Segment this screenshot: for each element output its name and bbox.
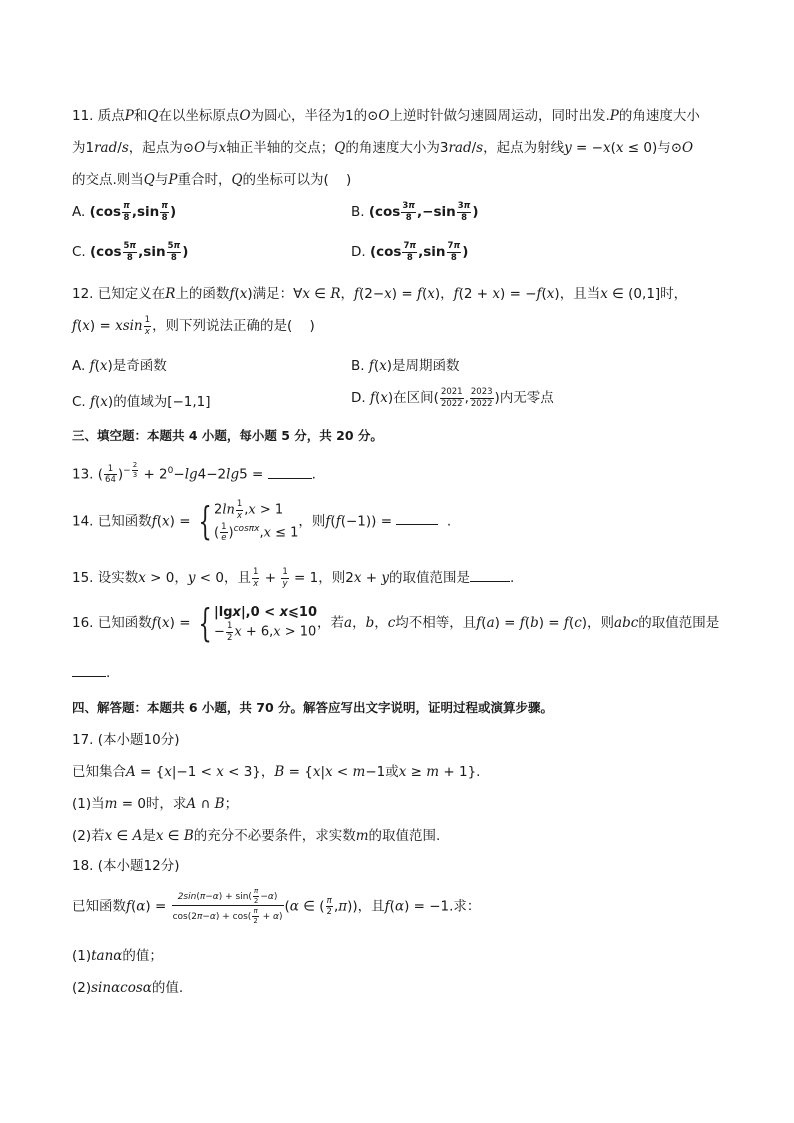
q18-title: 18. (本小题12分) xyxy=(72,858,180,874)
q12-line2: f(x) = xsin $\frac{1}{x}$ ，则下列说法正确的是( ) xyxy=(72,315,315,337)
q13: 13. ( $\frac{1}{64}$ )$^{- \frac{2}{3}}$ + $2^0-\lg 4-2\lg 5$ = . xyxy=(72,461,316,485)
q12-option-a: A. f(x)是奇函数 xyxy=(72,358,167,374)
q12-option-c: C. f(x)的值域为[−1,1] xyxy=(72,394,211,410)
q11-option-a: A. (cos $\frac{\pi}{8}$ ,sin $\frac{\pi}{8}$ ) xyxy=(72,201,177,223)
q11-option-c: C. (cos $\frac{5\pi}{8}$ ,sin $\frac{5\pi}{8}$ ) xyxy=(72,241,189,263)
q18-part1: (1)tanα的值； xyxy=(72,948,163,964)
q12-option-b: B. f(x)是周期函数 xyxy=(351,358,460,374)
q15: 15. 设实数x > 0，y < 0，且 $\frac{1}{x}$ + $\frac{1}{y}$ = 1，则2x + y的取值范围是 . xyxy=(72,567,515,589)
q11-line1: 11. 质点P和Q在以坐标原点O为圆心，半径为1的⊙O上逆时针做匀速圆周运动，同时出发.P的角速度大小 xyxy=(72,108,700,124)
q18-line1: 已知函数f(α) = 2sin(π−α) + sin( $\frac{\pi}{2}$ −α) cos(2π−α) + cos( $\frac{\pi}{2}$ + α) (α ∈ ( $\frac{\pi}{2}$ ,π))，且f(α) = −1.求： xyxy=(72,887,481,925)
q11-option-d: D. (cos $\frac{7\pi}{8}$ ,sin $\frac{7\pi}{8}$ ) xyxy=(351,241,469,263)
q16-line1: 16. 已知函数f(x) = { |lgx|,0 < x⩽10 − $\frac{1}{2}$ x + 6,x > 10 ，若a，b，c均不相等，且f(a) = f(b) = f(c)，则abc的取值范围是 xyxy=(72,601,720,645)
q17-part2: (2)若x ∈ A是x ∈ B的充分不必要条件，求实数m的取值范围. xyxy=(72,828,441,844)
q11-line3: 的交点.则当Q与P重合时，Q的坐标可以为( ) xyxy=(72,172,352,188)
q18-part2: (2)sinαcosα的值. xyxy=(72,980,184,996)
q12-line1: 12. 已知定义在R上的函数f(x)满足：∀x ∈ R，f(2−x) = f(x)，f(2 + x) = −f(x)，且当x ∈ (0,1]时， xyxy=(72,286,688,302)
q16-line2: . xyxy=(72,664,110,681)
section4-heading: 四、解答题：本题共 6 小题，共 70 分。解答应写出文字说明，证明过程或演算步骤。 xyxy=(72,700,554,715)
q11-line2: 为1rad/s，起点为⊙O与x轴正半轴的交点；Q的角速度大小为3rad/s，起点为射线y = −x(x ≤ 0)与⊙O xyxy=(72,140,694,156)
q17-title: 17. (本小题10分) xyxy=(72,732,180,748)
q12-option-d: D. f(x)在区间( $\frac{2021}{2022}$ , $\frac{2023}{2022}$ )内无零点 xyxy=(351,387,554,409)
q17-part1: (1)当m = 0时，求A ∩ B； xyxy=(72,796,239,812)
section3-heading: 三、填空题：本题共 4 小题，每小题 5 分，共 20 分。 xyxy=(72,428,383,443)
q11-option-b: B. (cos $\frac{3\pi}{8}$ ,−sin $\frac{3\pi}{8}$ ) xyxy=(351,201,479,223)
q14: 14. 已知函数f(x) = { 2ln $\frac{1}{x}$ ,x > 1 ( $\frac{1}{e}$ )$^{cos\pi x}$,x ≤ 1 ，则f(f(−1)) = . xyxy=(72,499,452,544)
q17-line1: 已知集合A = {x|−1 < x < 3}，B = {x|x < m−1或x ≥ m + 1}. xyxy=(72,764,481,780)
